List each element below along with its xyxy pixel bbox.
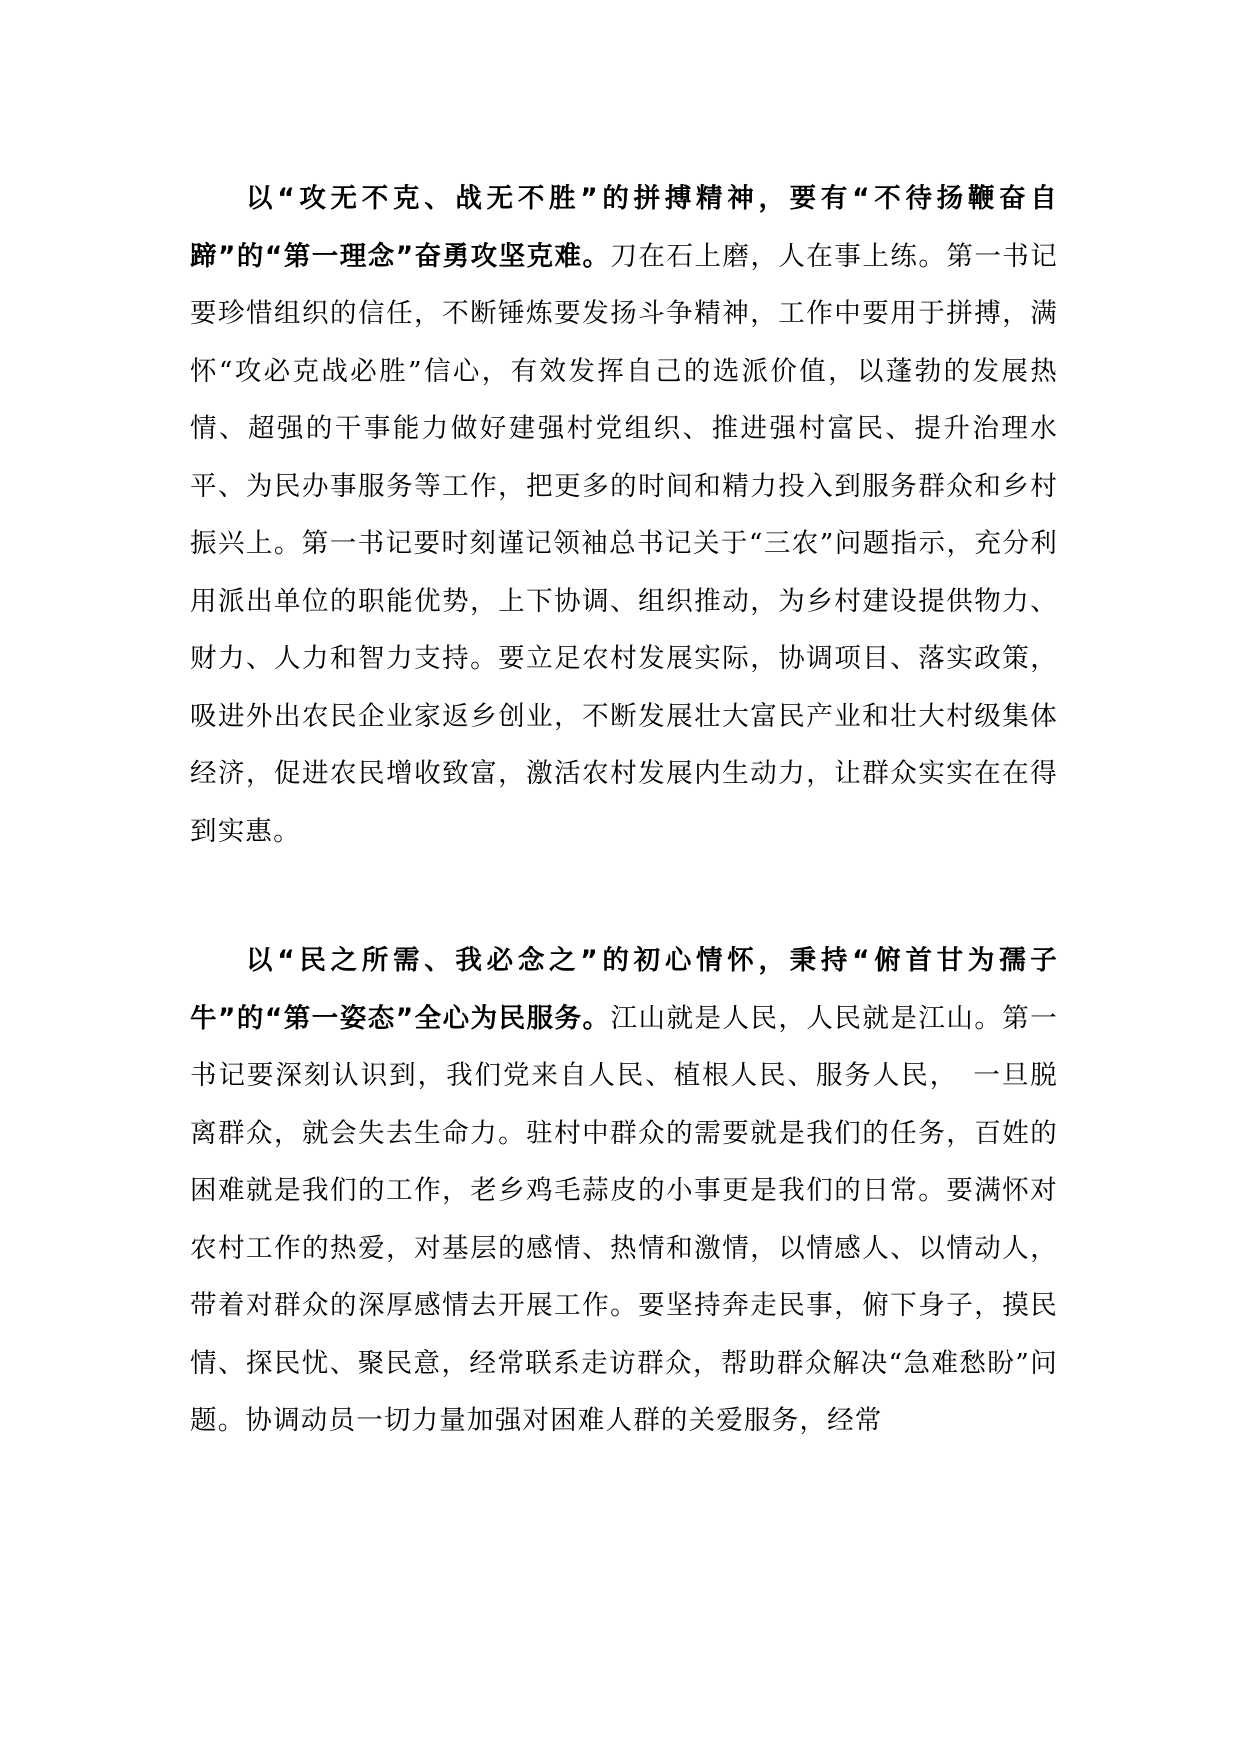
paragraph-1-body: 刀在石上磨，人在事上练。第一书记要珍惜组织的信任，不断锤炼要发扬斗争精神，工作中要用于拼搏，满怀“攻必克战必胜”信心，有效发挥自己的选派价值，以蓬勃的发展热情、超强的干事能力做好建强村党组织、推进强村富民、提升治理水平、为民办事服务等工作，把更多的时间和精力投入到服务群众和乡村振兴上。第一书记要时刻谨记领袖总书记关于“三农”问题指示，充分利用派出单位的职能优势，上下协调、组织推动，为乡村建设提供物力、财力、人力和智力支持。要立足农村发展实际，协调项目、落实政策，吸进外出农民企业家返乡创业，不断发展壮大富民产业和壮大村级集体经济，促进农民增收致富，激活农村发展内生动力，让群众实实在在得到实惠。 xyxy=(190,240,1058,847)
paragraph-1 xyxy=(190,170,1058,860)
paragraph-2-lead: 以“民之所需、我必念之”的初心情怀，秉持“俯首甘为孺子牛”的“第一姿态”全心为民服务。 xyxy=(190,945,1058,1034)
paragraph-2-body: 江山就是人民，人民就是江山。第一书记要深刻认识到，我们党来自人民、植根人民、服务人民， 一旦脱离群众，就会失去生命力。驻村中群众的需要就是我们的任务，百姓的困难就是我们的工作，老乡鸡毛蒜皮的小事更是我们的日常。要满怀对农村工作的热爱，对基层的感情、热情和激情，以情感人、以情动人，带着对群众的深厚感情去开展工作。要坚持奔走民事，俯下身子，摸民情、探民忧、聚民意，经常联系走访群众，帮助群众解决“急难愁盼”问题。协调动员一切力量加强对困难人群的关爱服务，经常 xyxy=(190,1002,1058,1436)
paragraph-1-lead: 以“攻无不克、战无不胜”的拼搏精神，要有“不待扬鞭奋自蹄”的“第一理念”奋勇攻坚克难。 xyxy=(190,183,1058,272)
paragraph-2 xyxy=(190,932,1058,1450)
